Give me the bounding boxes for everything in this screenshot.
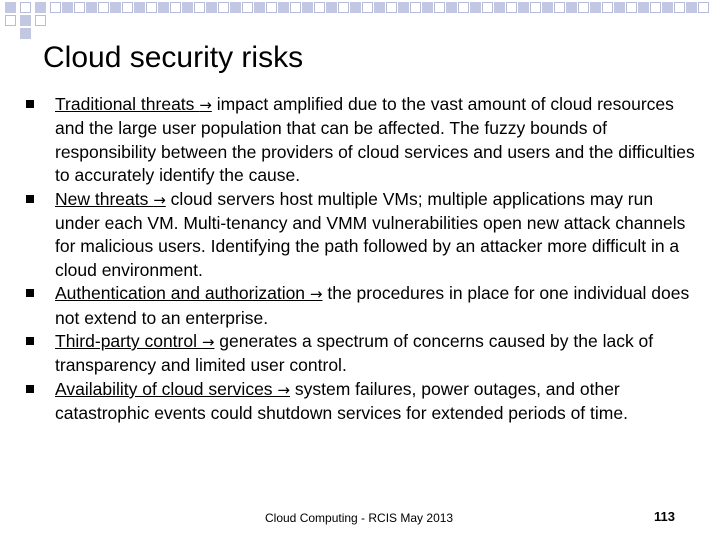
checker-square <box>254 2 265 13</box>
checker-square <box>35 2 46 13</box>
bullet-item <box>0 93 695 188</box>
bullet-text: cloud servers host multiple VMs; multiple applications may run under each VM. Multi-tenancy and VMM vulnerabilities open new attack channels for malicious users. Identifying the path followed by an attacker more difficult in a cloud environment. <box>55 188 686 280</box>
bullet-list <box>0 93 720 426</box>
checker-square <box>566 2 577 13</box>
checker-square <box>74 2 85 13</box>
checker-square <box>302 2 313 13</box>
checker-square <box>278 2 289 13</box>
checker-square <box>434 2 445 13</box>
bullet-term <box>55 283 322 303</box>
checker-square <box>386 2 397 13</box>
checker-square <box>674 2 685 13</box>
checker-square <box>194 2 205 13</box>
bullet-text: impact amplified due to the vast amount of cloud resources and the large user population that can be affected. The fuzzy bounds of responsibility between the providers of cloud services and users and the difficulties to accurately identify the cause. <box>55 94 695 186</box>
bullet-text: generates a spectrum of concerns caused by the lack of transparency and limited user control. <box>55 331 654 376</box>
checker-square <box>20 2 31 13</box>
checker-square <box>290 2 301 13</box>
bullet-term-text: New threats <box>55 188 154 209</box>
checker-square <box>422 2 433 13</box>
checker-square <box>602 2 613 13</box>
checker-square <box>410 2 421 13</box>
checker-square <box>374 2 385 13</box>
checker-square <box>446 2 457 13</box>
checker-square <box>20 15 31 26</box>
checker-square <box>206 2 217 13</box>
checker-square <box>458 2 469 13</box>
checker-square <box>182 2 193 13</box>
checker-square <box>398 2 409 13</box>
checker-square <box>50 2 61 13</box>
checker-square <box>530 2 541 13</box>
arrow-right-icon: → <box>153 190 166 209</box>
checker-square <box>482 2 493 13</box>
checker-square <box>494 2 505 13</box>
checker-square <box>86 2 97 13</box>
checker-square <box>122 2 133 13</box>
bullet-term-text: Authentication and authorization <box>55 283 310 304</box>
checker-square <box>230 2 241 13</box>
checker-square <box>554 2 565 13</box>
footer-text: Cloud Computing - RCIS May 2013 <box>265 511 454 525</box>
arrow-right-icon: → <box>199 96 212 114</box>
bullet-term <box>55 379 290 399</box>
slide-number: 113 <box>654 509 675 524</box>
checker-square <box>638 2 649 13</box>
checker-square <box>698 2 709 13</box>
checker-square <box>362 2 373 13</box>
checker-square <box>170 2 181 13</box>
checker-square <box>110 2 121 13</box>
checker-square <box>242 2 253 13</box>
checker-square <box>20 28 31 39</box>
checker-square <box>5 2 16 13</box>
bullet-item <box>0 188 695 283</box>
checker-square <box>5 15 16 26</box>
bullet-term-text: Traditional threats <box>55 94 200 114</box>
checker-square <box>218 2 229 13</box>
checker-square <box>650 2 661 13</box>
square-bullet-icon <box>26 337 34 345</box>
checker-square <box>590 2 601 13</box>
square-bullet-icon <box>26 100 34 108</box>
checker-square <box>626 2 637 13</box>
checker-square <box>338 2 349 13</box>
checker-square <box>266 2 277 13</box>
checker-square <box>470 2 481 13</box>
bullet-item <box>0 282 695 330</box>
checker-square <box>662 2 673 13</box>
bullet-term <box>55 189 166 209</box>
checker-square <box>98 2 109 13</box>
checker-square <box>134 2 145 13</box>
checker-square <box>686 2 697 13</box>
arrow-right-icon: → <box>201 333 215 352</box>
bullet-text: system failures, power outages, and other catastrophic events could shutdown services for extended periods of time. <box>55 378 628 424</box>
bullet-term-text: Third-party control <box>55 331 202 352</box>
checker-square <box>350 2 361 13</box>
slide-title: Cloud security risks <box>43 41 304 74</box>
bullet-item <box>0 378 695 426</box>
checker-square <box>578 2 589 13</box>
checker-square <box>506 2 517 13</box>
bullet-text: the procedures in place for one individual does not extend to an enterprise. <box>55 283 690 328</box>
square-bullet-icon <box>26 195 34 203</box>
square-bullet-icon <box>26 289 34 297</box>
checker-square <box>158 2 169 13</box>
checker-square <box>146 2 157 13</box>
square-bullet-icon <box>26 385 34 393</box>
checker-square <box>542 2 553 13</box>
arrow-right-icon: → <box>277 380 290 399</box>
checker-square <box>314 2 325 13</box>
bullet-term-text: Availability of cloud services <box>55 378 278 399</box>
checker-square <box>62 2 73 13</box>
checker-square <box>518 2 529 13</box>
checker-square <box>614 2 625 13</box>
checker-square <box>326 2 337 13</box>
bullet-term <box>55 94 212 114</box>
bullet-term <box>55 331 214 351</box>
arrow-right-icon: → <box>309 285 323 304</box>
checker-square <box>35 15 46 26</box>
decorative-checker-pattern <box>0 0 720 40</box>
bullet-item <box>0 330 695 378</box>
